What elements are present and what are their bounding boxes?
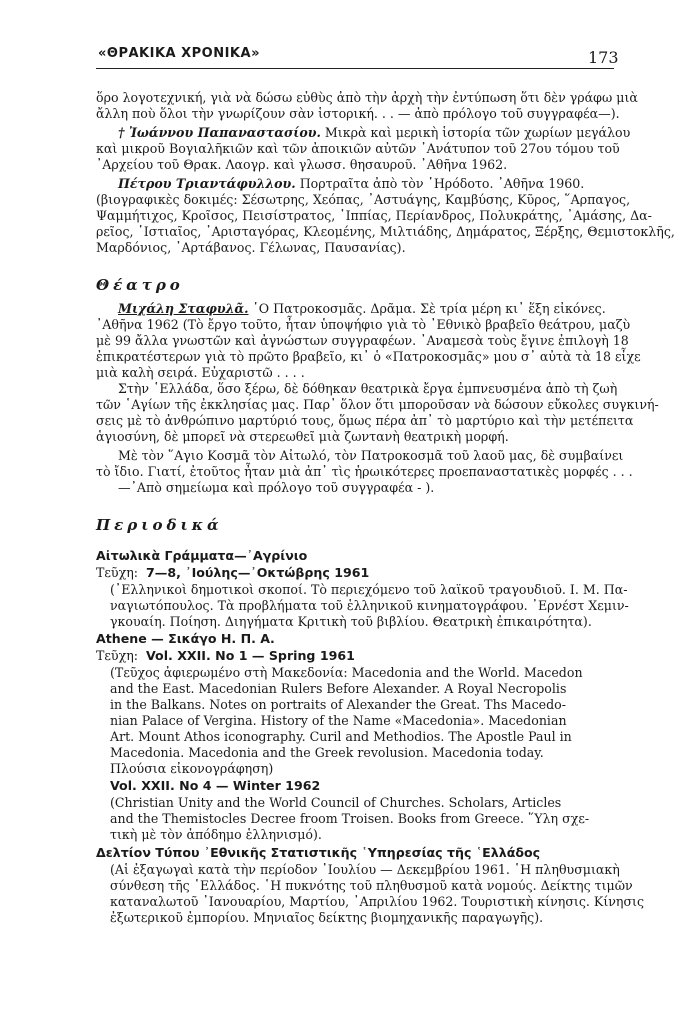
journal-issue: [96, 648, 355, 664]
text-line: σύνθεση τῆς ῾Ελλάδος. ῾Η πυκνότης τοῦ πληθυσμοῦ κατὰ νομούς. Δείκτης τιμῶν: [110, 878, 633, 893]
text-line: (᾽Ελληνικοὶ δημοτικοὶ σκοποί. Τὸ περιεχόμενο τοῦ λαϊκοῦ τραγουδιοῦ. Ι. Μ. Πα-: [110, 582, 628, 597]
text-line: γκουαίη. Ποίηση. Διηγήματα Κριτικὴ τοῦ βιβλίου. Θεατρικὴ ἐπικαιρότητα).: [110, 614, 592, 629]
book-title: Μικρὰ καὶ μερικὴ ἱστορία τῶν χωρίων μεγάλου: [320, 125, 631, 140]
text-line: καὶ μικροῦ Βογιαλῆκιῶν καὶ τῶν ἀποικιῶν αὐτῶν ᾽Ανάτυπον τοῦ 27ου τόμου τοῦ: [96, 141, 620, 156]
book-author: † Ἰωάννου Παπαναστασίου.: [118, 125, 321, 140]
text-line: μὲ 99 ἄλλα γνωστῶν καὶ ἀγνώστων συγγραφέων. ᾽Αναμεσὰ τοὺς ἔγινε ἐπιλογὴ 18: [96, 333, 629, 348]
section-heading-theatre: Θέατρο: [96, 276, 184, 294]
text-line: nian Palace of Vergina. History of the Name «Macedonia». Macedonian: [110, 713, 567, 728]
journal-name: Δελτίον Τύπου ᾽Εθνικῆς Στατιστικῆς ῾Υπηρεσίας τῆς ῾Ελλάδος: [96, 845, 541, 860]
text-line: ὅρο λογοτεχνική, γιὰ νὰ δώσω εὐθὺς ἀπὸ τὴν ἀρχὴ τὴν ἐντύπωση ὅτι δὲν γράφω μιὰ: [96, 90, 638, 105]
section-heading-periodicals: Περιοδικά: [96, 516, 223, 534]
issue-label: Τεῦχη:: [96, 648, 138, 663]
book-author: Πέτρου Τριαντάφυλλου.: [118, 176, 296, 191]
issue-number: Vol. XXII. No 1 — Spring 1961: [146, 648, 355, 663]
text-line: Art. Mount Athos iconography. Curil and Methodios. The Apostle Paul in: [110, 729, 572, 744]
text-line: Μαρδόνιος, ᾽Αρτάβανος. Γέλωνας, Παυσανίας).: [96, 240, 406, 255]
text-line: τῶν ῾Αγίων τῆς ἐκκλησίας μας. Παρ᾽ ὅλον ὅτι μποροῦσαν νὰ δώσουν εὔκολες συγκινή-: [96, 397, 659, 412]
text-line: Πλούσια εἰκονογράφηση): [110, 761, 274, 776]
text-line: (Christian Unity and the World Council of Churches. Scholars, Articles: [110, 795, 562, 810]
text-line: (βιογραφικὲς δοκιμές: Σέσωτρης, Χεόπας, ᾽Αστυάγης, Καμβύσης, Κῦρος, ῞Αρπαγος,: [96, 192, 631, 207]
text-line: ἄλλη ποὺ ὅλοι τὴν γνωρίζουν σὰν ἱστορική. . . — ἀπὸ πρόλογο τοῦ συγγραφέα—).: [96, 106, 620, 121]
text-line: Ψαμμήτιχος, Κροῖσος, Πεισίστρατος, ῾Ιππίας, Περίανδρος, Πολυκράτης, ᾽Αμάσης, Δα-: [96, 208, 652, 223]
book-entry: [118, 176, 614, 192]
book-entry: [118, 125, 631, 141]
journal-name: Athene — Σικάγο Η. Π. Α.: [96, 631, 275, 646]
text-line: —᾽Απὸ σημείωμα καὶ πρόλογο τοῦ συγγραφέα - ).: [118, 480, 435, 495]
play-author: Μιχάλη Σταφυλᾶ.: [118, 301, 249, 316]
page-number: 173: [588, 48, 619, 67]
play-title: ῾Ο Πατροκοσμᾶς. Δρᾶμα. Σὲ τρία μέρη κι᾽ ἕξη εἰκόνες.: [248, 301, 606, 316]
text-line: in the Balkans. Notes on portraits of Alexander the Great. Ths Macedo-: [110, 697, 566, 712]
text-line: ἁγιοσύνη, δὲ μπορεῖ νὰ στερεωθεῖ μιὰ ζωντανὴ θεατρικὴ μορφή.: [96, 429, 509, 444]
issue-label: Τεῦχη:: [96, 565, 138, 580]
text-line: and the Themistocles Decree froom Troisen. Books from Greece. ῞Υλη σχε-: [110, 811, 590, 826]
text-line: ἐξωτερικοῦ ἐμπορίου. Μηνιαῖος δείκτης βιομηχανικῆς παραγωγῆς).: [110, 910, 544, 925]
text-line: μιὰ καλὴ σειρά. Εὐχαριστῶ . . . .: [96, 365, 305, 380]
text-line: (Αἱ ἐξαγωγαὶ κατὰ τὴν περίοδον ᾽Ιουλίου — Δεκεμβρίου 1961. ῾Η πληθυσμιακὴ: [110, 862, 620, 877]
issue-number: 7—8, ᾽Ιούλης—᾽Οκτώβρης 1961: [146, 565, 370, 580]
text-line: σεις μὲ τὸ ἀνθρώπινο μαρτύριό τους, ὅμως πέρα ἀπ᾽ τὸ μαρτύριο καὶ τὴν μετέπειτα: [96, 413, 634, 428]
text-line: τικὴ μὲ τὸν ἀπόδημο ἑλληνισμό).: [110, 827, 322, 842]
text-line: ναγιωτόπουλος. Τὰ προβλήματα τοῦ ἑλληνικοῦ κινηματογράφου. ᾽Ερνέστ Χεμιν-: [110, 598, 629, 613]
journal-issue: [96, 565, 369, 581]
journal-issue: Vol. XXII. No 4 — Winter 1962: [110, 778, 321, 793]
book-title: Πορτραῖτα ἀπὸ τὸν ῾Ηρόδοτο. ᾽Αθῆνα 1960.: [295, 176, 585, 191]
running-title: «ΘΡΑΚΙΚΑ ΧΡΟΝΙΚΑ»: [98, 46, 260, 61]
play-entry: [118, 301, 614, 317]
text-line: ᾽Αρχείου τοῦ Θρακ. Λαογρ. καὶ γλωσσ. θησαυροῦ. ᾽Αθῆνα 1962.: [96, 157, 508, 172]
text-line: Μὲ τὸν ῞Αγιο Κοσμᾶ τὸν Αἰτωλό, τὸν Πατροκοσμᾶ τοῦ λαοῦ μας, δὲ συμβαίνει: [118, 448, 624, 463]
text-line: Macedonia. Macedonia and the Greek revolusion. Macedonia today.: [110, 745, 544, 760]
header-rule: [96, 68, 614, 69]
text-line: ἐπικρατέστερων γιὰ τὸ πρῶτο βραβεῖο, κι᾽ ὁ «Πατροκοσμᾶς» μου σ᾽ αὐτὰ τὰ 18 εἶχε: [96, 349, 641, 364]
text-line: Στὴν ῾Ελλάδα, ὅσο ξέρω, δὲ δόθηκαν θεατρικὰ ἔργα ἐμπνευσμένα ἀπὸ τὴ ζωὴ: [118, 381, 618, 396]
journal-name: Αἰτωλικὰ Γράμματα—᾽Αγρίνιο: [96, 548, 308, 563]
text-line: τὸ ἴδιο. Γιατί, ἐτοῦτος ἦταν μιὰ ἀπ᾽ τὶς ἡρωικότερες προεπαναστατικὲς μορφές . . .: [96, 464, 633, 479]
text-line: ρεῖος, ῾Ιστιαῖος, ᾽Αρισταγόρας, Κλεομένης, Μιλτιάδης, Δημάρατος, Ξέρξης, Θεμιστοκλῆς,: [96, 224, 675, 239]
text-line: ᾽Αθῆνα 1962 (Τὸ ἔργο τοῦτο, ἦταν ὑποψήφιο γιὰ τὸ ᾽Εθνικὸ βραβεῖο θεάτρου, μαζὺ: [96, 317, 631, 332]
text-line: καταναλωτοῦ ᾽Ιανουαρίου, Μαρτίου, ᾽Απριλίου 1962. Τουριστικὴ κίνησις. Κίνησις: [110, 894, 645, 909]
text-line: (Τεῦχος ἀφιερωμένο στὴ Μακεδονία: Macedonia and the World. Macedon: [110, 665, 583, 680]
text-line: and the East. Macedonian Rulers Before Alexander. A Royal Necropolis: [110, 681, 567, 696]
